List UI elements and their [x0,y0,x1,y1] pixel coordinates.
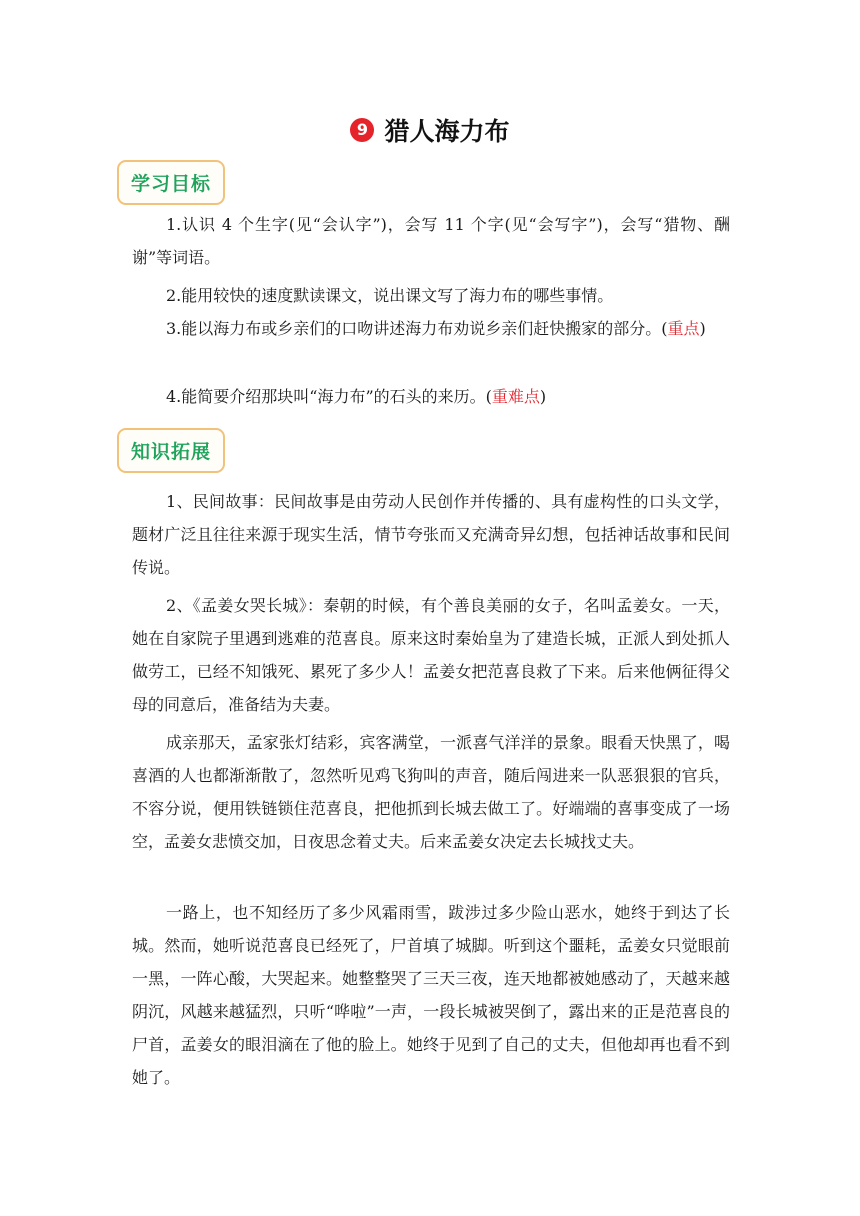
lesson-number-badge: 9 [350,118,374,142]
goal-4 [132,380,730,413]
goal-3-key-tag: 重点 [667,319,700,338]
extension-paragraph-3: 成亲那天，孟家张灯结彩，宾客满堂，一派喜气洋洋的景象。眼看天快黑了，喝喜酒的人也都渐渐散了，忽然听见鸡飞狗叫的声音，随后闯进来一队恶狠狠的官兵，不容分说，便用铁链锁住范喜良，把他抓到长城去做工了。好端端的喜事变成了一场空，孟姜女悲愤交加，日夜思念着丈夫。后来孟姜女决定去长城找丈夫。 [132,733,730,851]
goal-2: 2.能用较快的速度默读课文，说出课文写了海力布的哪些事情。 [166,286,614,305]
lesson-title-text: 猎人海力布 [384,117,510,146]
lesson-title [0,112,860,148]
extension-paragraph-4: 一路上，也不知经历了多少风霜雨雪，跋涉过多少险山恶水，她终于到达了长城。然而，她听说范喜良已经死了，尸首填了城脚。听到这个噩耗，孟姜女只觉眼前一黑，一阵心酸，大哭起来。她整整哭了三天三夜，连天地都被她感动了，天越来越阴沉，风越来越猛烈，只听“哗啦”一声，一段长城被哭倒了，露出来的正是范喜良的尸首，孟姜女的眼泪滴在了他的脸上。她终于见到了自己的丈夫，但他却再也看不到她了。 [132,903,730,1087]
goal-4-end: ) [539,387,547,406]
extension-paragraph-2: 2、《孟姜女哭长城》：秦朝的时候，有个善良美丽的女子，名叫孟姜女。一天，她在自家院子里遇到逃难的范喜良。原来这时秦始皇为了建造长城，正派人到处抓人做劳工，已经不知饿死、累死了多少人！孟姜女把范喜良救了下来。后来他俩征得父母的同意后，准备结为夫妻。 [132,596,730,714]
goal-1: 1.认识 4 个生字(见“会认字”)，会写 11 个字(见“会写字”)，会写“猎物、酬谢”等词语。 [132,215,730,267]
goal-3 [132,312,730,345]
goal-3-end: ) [699,319,706,338]
goal-3-text: 3.能以海力布或乡亲们的口吻讲述海力布劝说乡亲们赶快搬家的部分。( [166,319,668,338]
section-label-extension: 知识拓展 [117,428,225,473]
goal-4-text: 4.能简要介绍那块叫“海力布”的石头的来历。( [166,387,492,406]
goal-4-key-tag: 重难点 [491,387,540,406]
extension-paragraph-1: 1、民间故事：民间故事是由劳动人民创作并传播的、具有虚构性的口头文学，题材广泛且往往来源于现实生活，情节夸张而又充满奇异幻想，包括神话故事和民间传说。 [132,492,730,577]
section-label-goals: 学习目标 [117,160,225,205]
